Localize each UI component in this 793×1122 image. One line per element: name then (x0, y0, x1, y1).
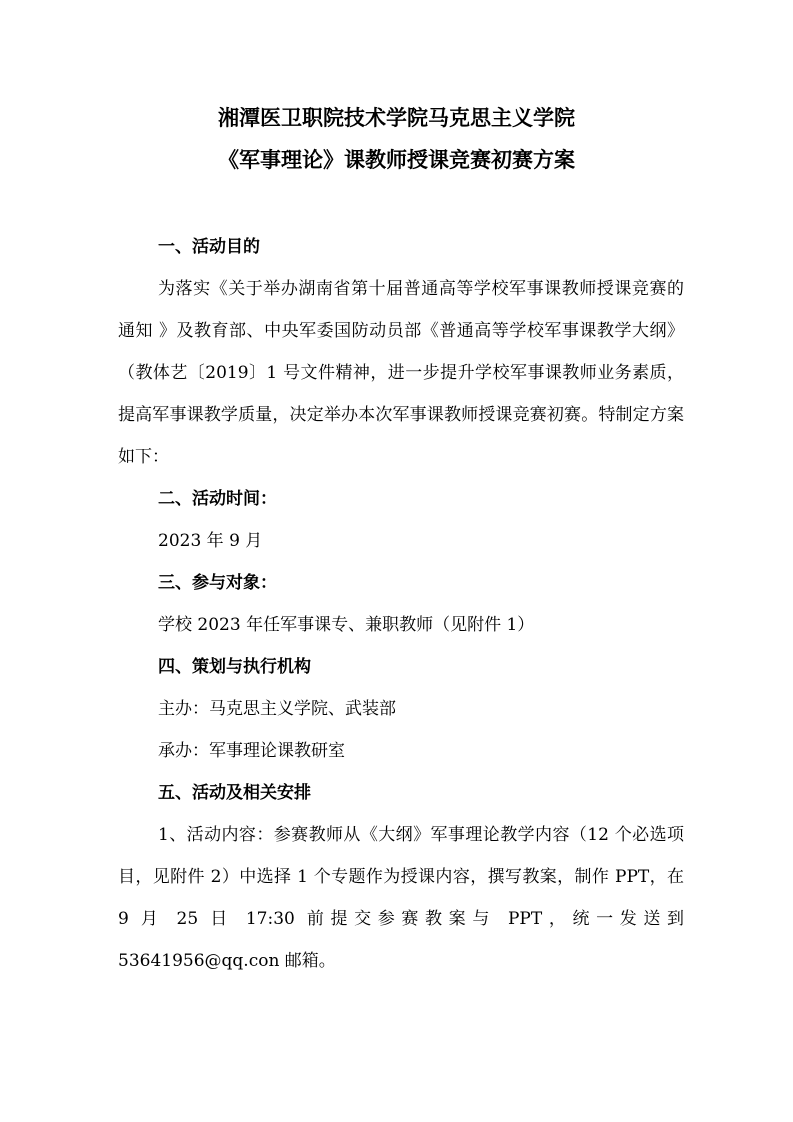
section-text-organizer: 承办：军事理论课教研室 (158, 741, 345, 761)
section-heading-participants: 三、参与对象： (158, 573, 277, 593)
section-heading-organizers: 四、策划与执行机构 (158, 657, 311, 677)
section-paragraph-purpose: 为落实《关于举办湖南省第十届普通高等学校军事课教师授课竞赛的通知 》及教育部、中央军委国防动员部《普通高等学校军事课教学大纲》（教体艺〔2019〕1 号文件精神，进一步提升学校军事课教师业务素质，提高军事课教学质量，决定举办本次军事课教师授课竞赛初赛。特制定方案如下： (118, 279, 684, 467)
section-text-time: 2023 年 9 月 (158, 531, 263, 551)
section-heading-arrangements: 五、活动及相关安排 (158, 783, 311, 803)
section-heading-purpose: 一、活动目的 (158, 237, 260, 257)
document-body (0, 226, 793, 982)
section-text-participants: 学校 2023 年任军事课专、兼职教师（见附件 1） (158, 615, 535, 635)
section-heading-time: 二、活动时间： (158, 489, 277, 509)
document-title-line2: 《军事理论》课教师授课竞赛初赛方案 (218, 147, 575, 172)
document-title-line1: 湘潭医卫职院技术学院马克思主义学院 (218, 105, 575, 130)
section-paragraph-activity-content: 1、活动内容：参赛教师从《大纲》军事理论教学内容（12 个必选项目，见附件 2）中选择 1 个专题作为授课内容，撰写教案，制作 PPT，在 9 月 25 日 17:30 前提交参赛教案与 PPT，统一发送到 53641956@qq.con 邮箱。 (118, 825, 684, 971)
section-text-host: 主办：马克思主义学院、武装部 (158, 699, 396, 719)
